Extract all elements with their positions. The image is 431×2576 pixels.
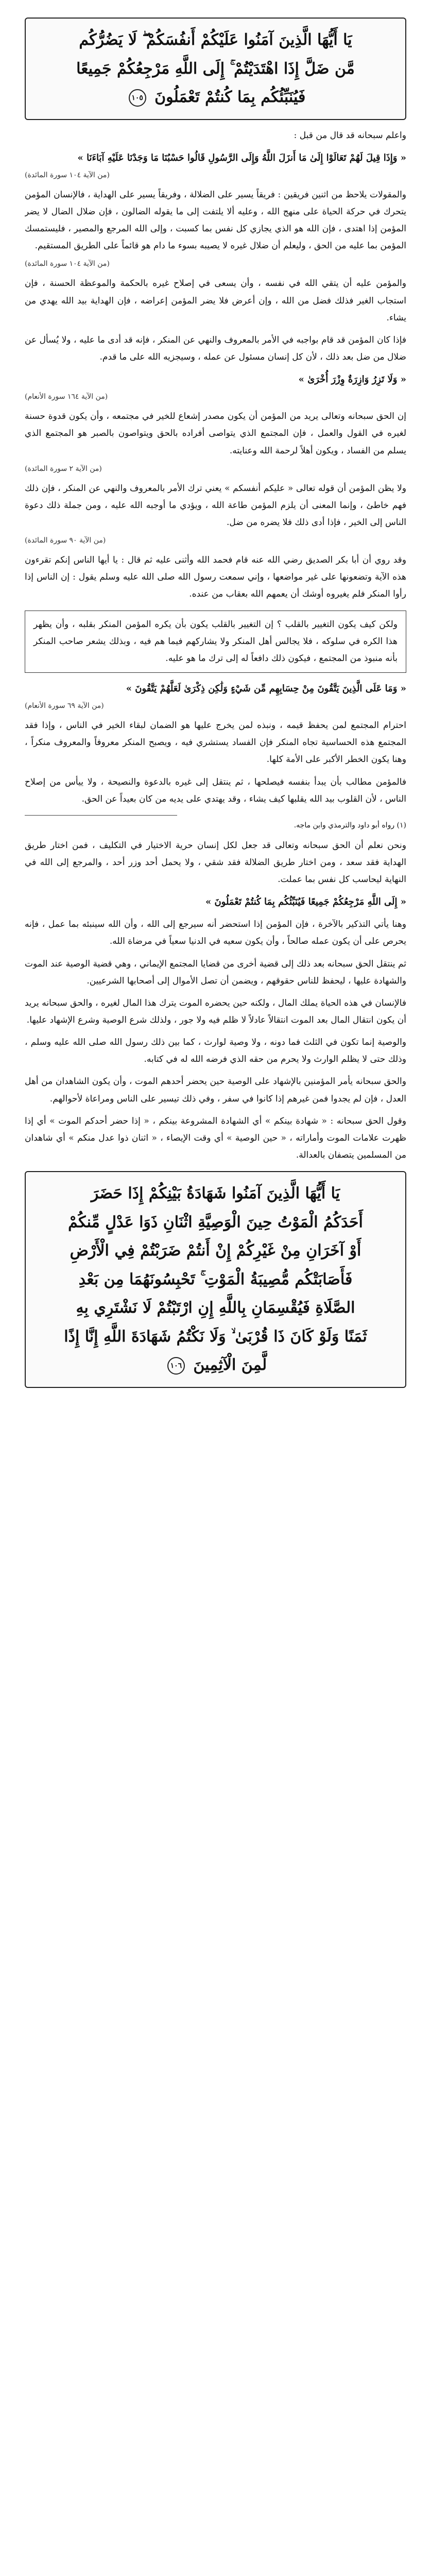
- paragraph: فالإنسان في هذه الحياة يملك المال ، ولكنه حين يحضره الموت يترك هذا المال لغيره ، والحق سبحانه يريد أن يكون انتقال المال بعد الموت انتقالاً عادلاً لا ظلم فيه ولا جور ، ولذلك شرع الوصية وشرع الإشهاد عليها.: [25, 997, 406, 1025]
- verse-line: أَحَدَكُمُ الْمَوْتُ حِينَ الْوَصِيَّةِ اثْنَانِ ذَوَا عَدْلٍ مِّنكُمْ: [68, 1213, 363, 1231]
- verse-line: يَا أَيُّهَا الَّذِينَ آمَنُوا شَهَادَةُ بَيْنِكُمْ إِذَا حَضَرَ: [91, 1184, 340, 1203]
- verse-line: يَا أَيُّهَا الَّذِينَ آمَنُوا عَلَيْكُمْ أَنفُسَكُمْ ۖ لَا يَضُرُّكُم: [79, 31, 352, 49]
- paragraph: ونحن نعلم أن الحق سبحانه وتعالى قد جعل لكل إنسان حرية الاختيار في التكليف ، فمن اختار طريق الهداية فقد سعد ، ومن اختار طريق الضلالة فقد شقي ، ولا يحمل أحد وزر أحد ، والمرجع إلى الله في النهاية ليحاسب كل نفس بما عملت.: [25, 840, 406, 885]
- verse-text: فَيُنَبِّئُكُم بِمَا كُنتُمْ تَعْمَلُونَ: [154, 88, 306, 106]
- paragraph: فإذا كان المؤمن قد قام بواجبه في الأمر بالمعروف والنهي عن المنكر ، فإنه قد أدى ما عليه ، ولا يُسأل عن ضلال من ضل بعد ذلك ، لأن كل إنسان مسئول عن عمله ، وسيجزيه الله على ما قدم.: [25, 334, 406, 362]
- verse-reference: (من الآية ٩٠ سورة المائدة): [25, 536, 106, 545]
- quoted-verse: « وَمَا عَلَى الَّذِينَ يَتَّقُونَ مِنْ حِسَابِهِم مِّن شَيْءٍ وَلَٰكِن ذِكْرَىٰ لَعَلَّهُمْ يَتَّقُونَ »: [126, 683, 406, 694]
- verse-line: [37, 1351, 394, 1380]
- verse-box-bottom: [25, 1171, 406, 1388]
- boxed-paragraph: ولكن كيف يكون التغيير بالقلب ؟ إن التغيير بالقلب يكون بأن يكره المؤمن المنكر بقلبه ، وأن يظهر هذا الكره في سلوكه ، فلا يجالس أهل المنكر ولا يشاركهم فيما هم فيه ، وبذلك يشعر صاحب المنكر بأنه منبوذ من المجتمع ، فيكون ذلك دافعاً له إلى ترك ما هو عليه.: [25, 611, 406, 673]
- verse-line: أَوْ آخَرَانِ مِنْ غَيْرِكُمْ إِنْ أَنتُمْ ضَرَبْتُمْ فِي الْأَرْضِ: [70, 1242, 361, 1260]
- verse-reference: (من الآية ٢ سورة المائدة): [25, 464, 102, 473]
- quoted-verse: « وَلَا تَزِرُ وَازِرَةٌ وِزْرَ أُخْرَىٰ »: [298, 374, 406, 385]
- verse-number: ١٠٦: [167, 1357, 185, 1375]
- commentary-body: [25, 127, 406, 1164]
- verse-number: ١٠٥: [129, 89, 146, 107]
- paragraph: وهنا يأتي التذكير بالآخرة ، فإن المؤمن إذا استحضر أنه سيرجع إلى الله ، وأن الله سينبئه بما عمل ، فإنه يحرص على أن يكون عمله صالحاً ، وأن يكون سعيه في الدنيا سعياً في مرضاة الله.: [25, 919, 406, 947]
- verse-reference: (من الآية ٦٩ سورة الأنعام): [25, 702, 104, 710]
- verse-line: [37, 83, 394, 112]
- verse-line: مَّن ضَلَّ إِذَا اهْتَدَيْتُمْ ۚ إِلَى اللَّهِ مَرْجِعُكُمْ جَمِيعًا: [76, 59, 355, 78]
- verse-reference: (من الآية ١٦٤ سورة الأنعام): [25, 393, 108, 401]
- book-page: [25, 10, 406, 2576]
- paragraph: ولا يظن المؤمن أن قوله تعالى « عليكم أنفسكم » يعني ترك الأمر بالمعروف والنهي عن المنكر ، فإن ذلك فهم خاطئ ، وإنما المعنى أن يلزم المؤمن طاعة الله ، ويؤدي ما أوجبه الله عليه ، ومن جملة ذلك دعوة الناس إلى الخير ، فإذا أدى ذلك فلا يضره من ضل.: [25, 483, 406, 528]
- quoted-verse: « وَإِذَا قِيلَ لَهُمْ تَعَالَوْا إِلَىٰ مَا أَنزَلَ اللَّهُ وَإِلَى الرَّسُولِ قَالُوا حَسْبُنَا مَا وَجَدْنَا عَلَيْهِ آبَاءَنَا »: [77, 152, 406, 163]
- verse-box-top: [25, 18, 406, 120]
- paragraph: والوصية إنما تكون في الثلث فما دونه ، ولا وصية لوارث ، كما بين ذلك رسول الله صلى الله عليه وسلم ، وذلك حتى لا يظلم الوارث ولا يحرم من حقه الذي فرضه الله له في كتابه.: [25, 1037, 406, 1065]
- quoted-verse: « إِلَى اللَّهِ مَرْجِعُكُمْ جَمِيعًا فَيُنَبِّئُكُم بِمَا كُنتُمْ تَعْمَلُونَ »: [205, 896, 406, 908]
- verse-line: ثَمَنًا وَلَوْ كَانَ ذَا قُرْبَىٰ ۙ وَلَا نَكْتُمُ شَهَادَةَ اللَّهِ إِنَّا إِذًا: [64, 1327, 367, 1346]
- footnote: (١) رواه أبو داود والترمذي وابن ماجه.: [294, 821, 406, 829]
- paragraph: فالمؤمن مطالب بأن يبدأ بنفسه فيصلحها ، ثم ينتقل إلى غيره بالدعوة والنصيحة ، ولا ييأس من إصلاح الناس ، لأن القلوب بيد الله يقلبها كيف يشاء ، وقد يهتدي على يديه من كان بعيداً عن الحق.: [25, 776, 406, 804]
- verse-line: الصَّلَاةِ فَيُقْسِمَانِ بِاللَّهِ إِنِ ارْتَبْتُمْ لَا نَشْتَرِي بِهِ: [76, 1299, 355, 1317]
- verse-reference: (من الآية ١٠٤ سورة المائدة): [25, 171, 110, 179]
- paragraph: واعلم سبحانه قد قال من قبل :: [294, 130, 406, 141]
- paragraph: وقول الحق سبحانه : « شهادة بينكم » أي الشهادة المشروعة بينكم ، « إذا حضر أحدكم الموت » أي إذا ظهرت علامات الموت وأماراته ، « حين الوصية » أي وقت الإيصاء ، « اثنان ذوا عدل منكم » أي شاهدان من المسلمين يتصفان بالعدالة.: [25, 1115, 406, 1160]
- paragraph: والمؤمن عليه أن يتقي الله في نفسه ، وأن يسعى في إصلاح غيره بالحكمة والموعظة الحسنة ، فإن استجاب الغير فذلك فضل من الله ، وإن أعرض فلا يضر المؤمن إعراضه ، فإن الهداية بيد الله يهدي من يشاء.: [25, 278, 406, 323]
- paragraph: ثم ينتقل الحق سبحانه بعد ذلك إلى قضية أخرى من قضايا المجتمع الإيماني ، وهي قضية الوصية عند الموت والشهادة عليها ، ليحفظ للناس حقوقهم ، ويضمن أن تصل الأموال إلى أصحابها الشرعيين.: [25, 958, 406, 986]
- verse-text: لَّمِنَ الْآثِمِينَ: [193, 1356, 267, 1375]
- verse-reference: (من الآية ١٠٤ سورة المائدة): [25, 260, 110, 268]
- paragraph: احترام المجتمع لمن يحفظ قيمه ، ونبذه لمن يخرج عليها هو الضمان لبقاء الخير في الناس ، وإذا فقد المجتمع هذه الحساسية تجاه المنكر فإن الفساد يستشري فيه ، ويصبح المنكر معروفاً والمعروف منكراً ، وهنا يكون الخطر الأكبر على الأمة كلها.: [25, 720, 406, 765]
- paragraph: والحق سبحانه يأمر المؤمنين بالإشهاد على الوصية حين يحضر أحدهم الموت ، وأن يكون الشاهدان من أهل العدل ، فإن لم يجدوا فمن غيرهم إذا كانوا في سفر ، وفي ذلك تيسير على الناس ومراعاة لأحوالهم.: [25, 1076, 406, 1104]
- paragraph: وقد روي أن أبا بكر الصديق رضي الله عنه قام فحمد الله وأثنى عليه ثم قال : يا أيها الناس إنكم تقرءون هذه الآية وتضعونها على غير مواضعها ، وإني سمعت رسول الله صلى الله عليه وسلم يقول : إن الناس إذا رأوا المنكر فلم يغيروه أوشك أن يعمهم الله بعقاب من عنده.: [25, 555, 406, 600]
- paragraph: إن الحق سبحانه وتعالى يريد من المؤمن أن يكون مصدر إشعاع للخير في مجتمعه ، وأن يكون قدوة حسنة لغيره في القول والعمل ، فإن المجتمع الذي يتواصى أفراده بالحق ويتواصون بالصبر هو المجتمع الذي يسلم من الفساد ، ويكون أهلاً لرحمة الله وعنايته.: [25, 411, 406, 456]
- verse-line: فَأَصَابَتْكُم مُّصِيبَةُ الْمَوْتِ ۚ تَحْبِسُونَهُمَا مِن بَعْدِ: [78, 1270, 353, 1289]
- footnote-divider: [25, 815, 177, 816]
- paragraph: والمقولات يلاحظ من اثنين فريقين : فريقاً يسير على الضلالة ، وفريقاً يسير على الهداية ، فالإنسان المؤمن يتحرك في حركة الحياة على منهج الله ، وعليه ألا يلتفت إلى ما يقوله الضالون ، فإن ضلال الضال لا يضر المؤمن إذا اهتدى ، فإن الله هو الذي يجازي كل نفس بما كسبت ، وإلى الله المرجع والمصير ، فليستمسك المؤمن بما عليه من الحق ، وليعلم أن ضلال غيره لا يصيبه بسوء ما دام هو قائماً على الطريق المستقيم.: [25, 189, 406, 251]
